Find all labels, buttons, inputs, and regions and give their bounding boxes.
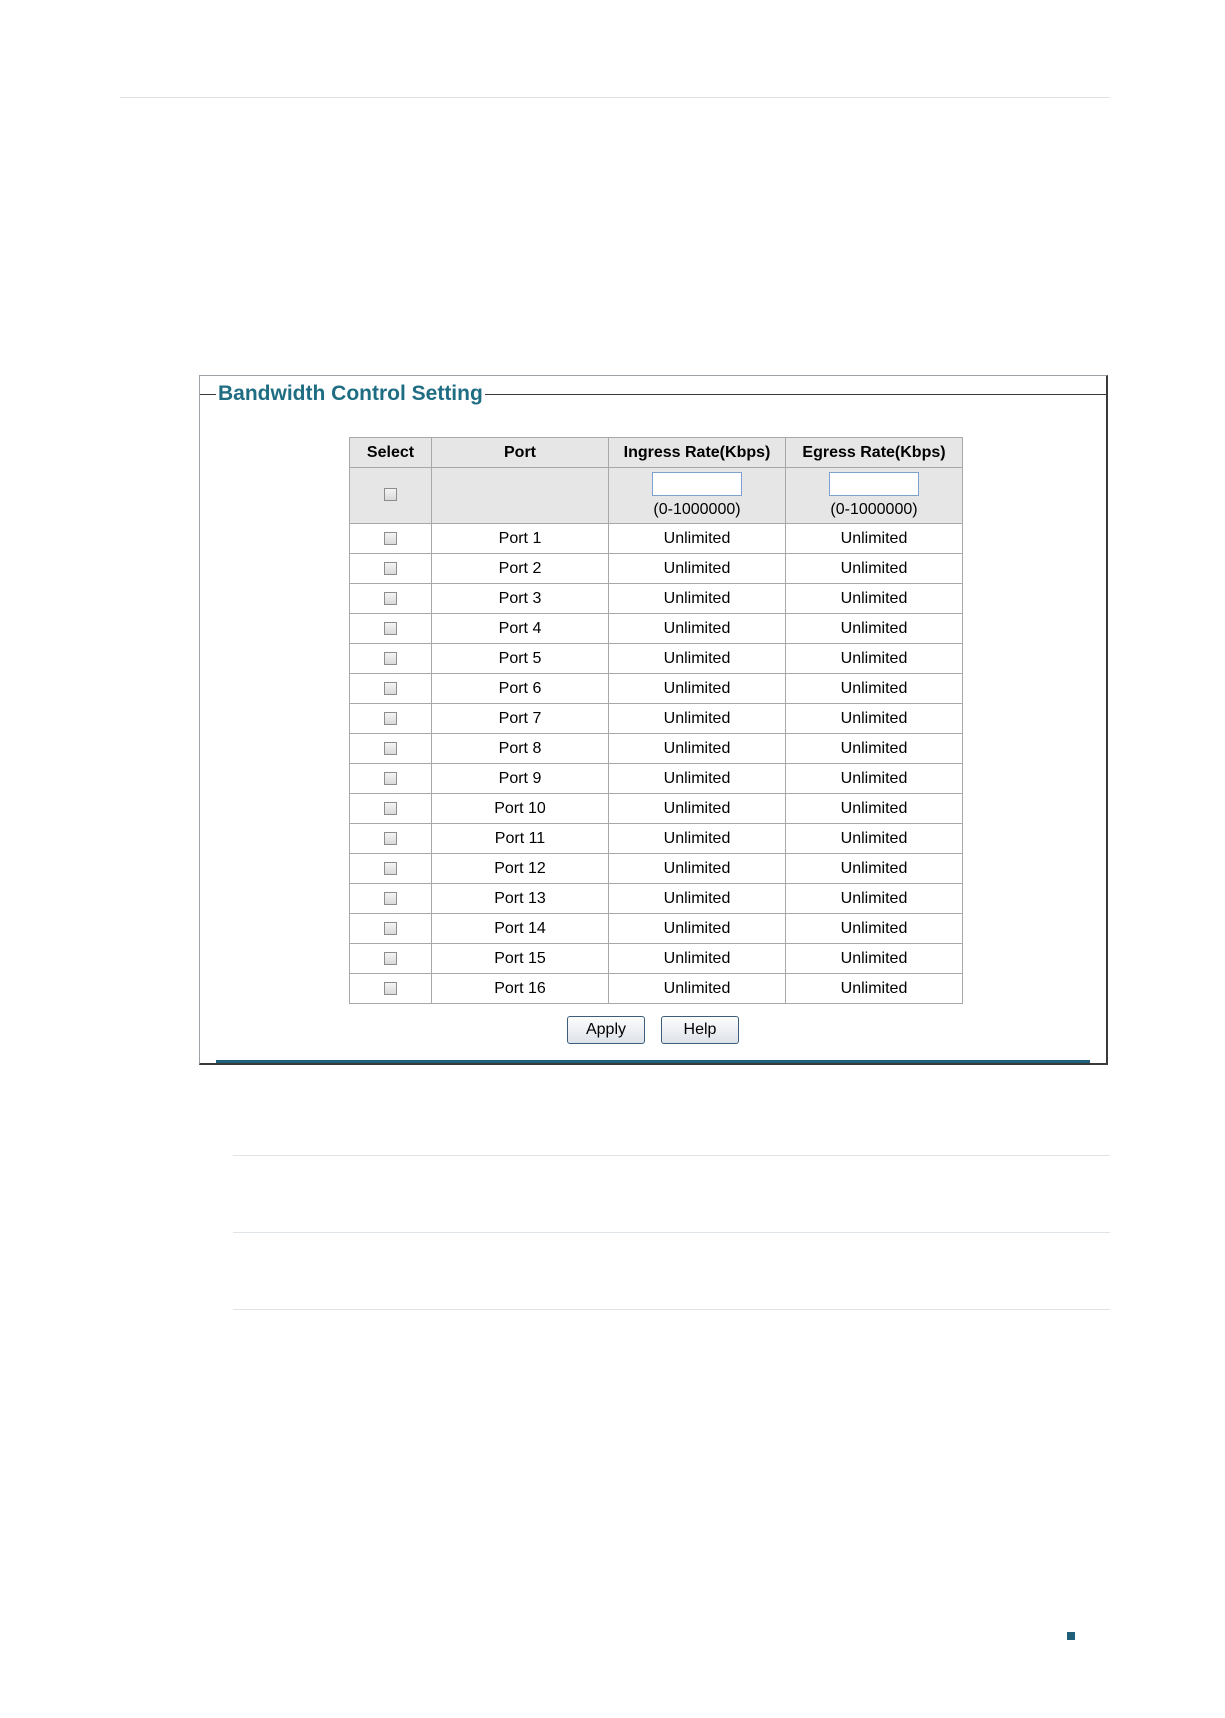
table-row: [350, 734, 963, 764]
rate-settings-row: [350, 468, 963, 524]
select-cell: [350, 914, 432, 944]
port-cell: Port 4: [432, 614, 609, 644]
table-row: [350, 524, 963, 554]
select-cell: [350, 884, 432, 914]
table-row: [350, 974, 963, 1004]
select-cell: [350, 614, 432, 644]
port-select-checkbox[interactable]: [384, 562, 397, 575]
egress-rate-cell: Unlimited: [786, 914, 963, 944]
button-row: [200, 1016, 1106, 1044]
port-cell: Port 8: [432, 734, 609, 764]
egress-rate-cell: Unlimited: [786, 854, 963, 884]
select-all-cell: [350, 468, 432, 524]
bandwidth-control-panel: [199, 375, 1108, 1065]
table-row: [350, 824, 963, 854]
egress-rate-cell: Unlimited: [786, 644, 963, 674]
port-select-checkbox[interactable]: [384, 862, 397, 875]
ingress-rate-cell: Unlimited: [609, 974, 786, 1004]
select-cell: [350, 794, 432, 824]
port-cell: Port 7: [432, 704, 609, 734]
port-cell: Port 9: [432, 764, 609, 794]
port-select-checkbox[interactable]: [384, 682, 397, 695]
ingress-rate-cell: Unlimited: [609, 734, 786, 764]
table-row: [350, 884, 963, 914]
egress-rate-cell: Unlimited: [786, 974, 963, 1004]
apply-button[interactable]: Apply: [567, 1016, 645, 1044]
ingress-rate-cell: Unlimited: [609, 614, 786, 644]
table-row: [350, 764, 963, 794]
port-cell: Port 1: [432, 524, 609, 554]
port-blank-cell: [432, 468, 609, 524]
port-cell: Port 11: [432, 824, 609, 854]
port-cell: Port 15: [432, 944, 609, 974]
port-select-checkbox[interactable]: [384, 712, 397, 725]
port-cell: Port 10: [432, 794, 609, 824]
ingress-rate-cell: Unlimited: [609, 914, 786, 944]
select-cell: [350, 854, 432, 884]
port-select-checkbox[interactable]: [384, 802, 397, 815]
egress-rate-cell: Unlimited: [786, 944, 963, 974]
select-all-checkbox[interactable]: [384, 488, 397, 501]
table-row: [350, 614, 963, 644]
select-cell: [350, 974, 432, 1004]
ingress-rate-cell: Unlimited: [609, 584, 786, 614]
port-select-checkbox[interactable]: [384, 922, 397, 935]
table-row: [350, 854, 963, 884]
ingress-rate-cell: Unlimited: [609, 824, 786, 854]
ingress-rate-cell: Unlimited: [609, 764, 786, 794]
port-cell: Port 16: [432, 974, 609, 1004]
divider-3: [233, 1309, 1110, 1310]
port-select-checkbox[interactable]: [384, 592, 397, 605]
egress-setting-cell: [786, 468, 963, 524]
select-cell: [350, 734, 432, 764]
table-row: [350, 644, 963, 674]
port-select-checkbox[interactable]: [384, 652, 397, 665]
table-row: [350, 674, 963, 704]
select-cell: [350, 554, 432, 584]
egress-range-hint: (0-1000000): [830, 501, 918, 518]
ingress-rate-cell: Unlimited: [609, 524, 786, 554]
panel-bottom-bar: [216, 1060, 1090, 1063]
select-cell: [350, 644, 432, 674]
ingress-rate-cell: Unlimited: [609, 674, 786, 704]
egress-rate-cell: Unlimited: [786, 734, 963, 764]
port-cell: Port 3: [432, 584, 609, 614]
panel-title: Bandwidth Control Setting: [218, 382, 483, 405]
select-cell: [350, 674, 432, 704]
top-divider: [120, 97, 1110, 98]
divider-1: [233, 1155, 1110, 1156]
table-row: [350, 704, 963, 734]
ingress-rate-cell: Unlimited: [609, 854, 786, 884]
table-row: [350, 584, 963, 614]
bandwidth-table: [349, 437, 963, 1004]
port-select-checkbox[interactable]: [384, 772, 397, 785]
ingress-range-hint: (0-1000000): [653, 501, 741, 518]
port-cell: Port 2: [432, 554, 609, 584]
ingress-rate-input[interactable]: [652, 472, 742, 496]
port-select-checkbox[interactable]: [384, 742, 397, 755]
port-cell: Port 6: [432, 674, 609, 704]
egress-rate-cell: Unlimited: [786, 614, 963, 644]
port-cell: Port 12: [432, 854, 609, 884]
table-row: [350, 794, 963, 824]
column-header-egress: Egress Rate(Kbps): [786, 438, 963, 468]
column-header-port: Port: [432, 438, 609, 468]
ingress-rate-cell: Unlimited: [609, 794, 786, 824]
egress-rate-cell: Unlimited: [786, 554, 963, 584]
ingress-setting-cell: [609, 468, 786, 524]
table-row: [350, 554, 963, 584]
select-cell: [350, 584, 432, 614]
egress-rate-cell: Unlimited: [786, 794, 963, 824]
divider-2: [233, 1232, 1110, 1233]
select-cell: [350, 824, 432, 854]
egress-rate-cell: Unlimited: [786, 884, 963, 914]
port-select-checkbox[interactable]: [384, 982, 397, 995]
egress-rate-cell: Unlimited: [786, 824, 963, 854]
port-select-checkbox[interactable]: [384, 952, 397, 965]
column-header-select: Select: [350, 438, 432, 468]
ingress-rate-cell: Unlimited: [609, 704, 786, 734]
egress-rate-cell: Unlimited: [786, 764, 963, 794]
help-button[interactable]: Help: [661, 1016, 739, 1044]
egress-rate-cell: Unlimited: [786, 704, 963, 734]
egress-rate-cell: Unlimited: [786, 584, 963, 614]
port-select-checkbox[interactable]: [384, 622, 397, 635]
ingress-rate-cell: Unlimited: [609, 944, 786, 974]
egress-rate-input[interactable]: [829, 472, 919, 496]
select-cell: [350, 764, 432, 794]
select-cell: [350, 944, 432, 974]
ingress-rate-cell: Unlimited: [609, 644, 786, 674]
port-cell: Port 13: [432, 884, 609, 914]
port-cell: Port 5: [432, 644, 609, 674]
egress-rate-cell: Unlimited: [786, 674, 963, 704]
port-select-checkbox[interactable]: [384, 892, 397, 905]
ingress-rate-cell: Unlimited: [609, 884, 786, 914]
port-select-checkbox[interactable]: [384, 832, 397, 845]
ingress-rate-cell: Unlimited: [609, 554, 786, 584]
port-select-checkbox[interactable]: [384, 532, 397, 545]
column-header-ingress: Ingress Rate(Kbps): [609, 438, 786, 468]
page-marker: [1067, 1632, 1075, 1640]
select-cell: [350, 704, 432, 734]
select-cell: [350, 524, 432, 554]
table-header-row: [350, 438, 963, 468]
table-row: [350, 914, 963, 944]
table-row: [350, 944, 963, 974]
port-cell: Port 14: [432, 914, 609, 944]
egress-rate-cell: Unlimited: [786, 524, 963, 554]
